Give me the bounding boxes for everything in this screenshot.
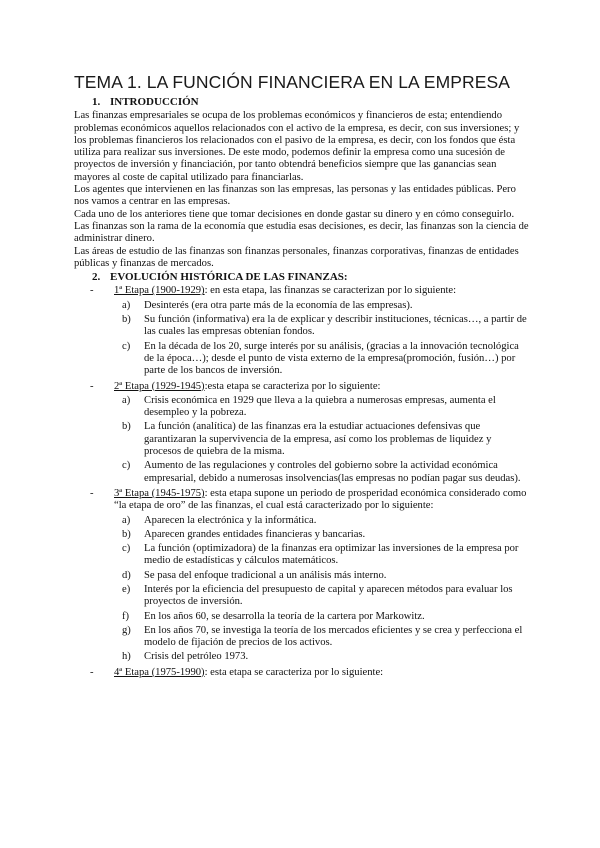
intro-paragraph-1: Las finanzas empresariales se ocupa de los problemas económicos y financieros de esta; entendiendo problemas económicos aquellos relacionados con el activo de la empresa, es decir, con sus inversiones; y los problemas financieros los relacionados con el pasivo de la empresa, es decir, con los fondos que ésta utiliza para realizar sus inversiones. De este modo, podemos definir la empresa como una sucesión de proyectos de inversión y financiación, por tanto obtendrá beneficios siempre que las ganancias sean mayores al coste de capital utilizado para financiarlas. [74,110,520,183]
intro-paragraph-3: Cada uno de los anteriores tiene que tomar decisiones en donde gastar su dinero y en cómo conseguirlo. Las finanzas son la rama de la economía que estudia esas decisiones, es decir, las finanzas son la ciencia de administrar dinero. [74,208,529,245]
list-item-text: Aparecen la electrónica y la informática. [144,514,317,526]
list-item-text: La función (optimizadora) de la finanzas era optimizar las inversiones de la empresa por medio de estadísticas y cálculos matemáticos. [144,543,519,567]
list-item-text: La función (analítica) de las finanzas era la estudiar actuaciones defensivas que garantizaran la supervivencia de la empresa, así como los problemas de liquidez y procesos de quiebra de la misma. [144,421,492,458]
list-item-text: Crisis económica en 1929 que lleva a la quiebra a numerosas empresas, aumenta el desempleo y la pobreza. [144,394,496,419]
stage-intro: : esta etapa se caracteriza por lo siguiente: [204,666,384,678]
list-item [74,543,530,568]
list-item [74,314,530,339]
list-item-letter: d) [122,569,131,581]
list-item-letter: b) [122,528,131,540]
list-item-text: Desinterés (era otra parte más de la economía de las empresas). [144,299,413,311]
list-item-letter: b) [122,314,131,326]
list-item-letter: c) [122,460,131,472]
list-item-letter: g) [122,624,131,636]
stage-bullet: - [90,380,94,392]
stage-bullet: - [90,666,94,678]
document-title: TEMA 1. LA FUNCIÓN FINANCIERA EN LA EMPRESA [74,72,511,92]
list-item-letter: a) [122,299,131,311]
stage-block [74,667,530,679]
stage-title: 1ª Etapa (1900-1929) [114,285,205,297]
list-item-text: Su función (informativa) era la de explicar y describir instituciones, técnicas…, a partir de las cuales las empresas obtenían fondos. [144,314,527,338]
list-item [74,625,530,650]
stage-intro: : esta etapa supone un periodo de prosperidad económica considerado como “la etapa de oro” de las finanzas, el cual está caracterizado por lo siguiente: [114,487,527,512]
stage-title: 4ª Etapa (1975-1990) [114,666,205,678]
list-item-text: Interés por la eficiencia del presupuesto de capital y aparecen métodos para evaluar los proyectos de inversión. [144,583,513,608]
list-item [74,300,530,312]
list-item [74,570,530,582]
list-item [74,651,530,663]
list-item [74,395,530,420]
list-item [74,515,530,527]
stage-block [74,488,530,513]
intro-paragraph-2: Los agentes que intervienen en las finanzas son las empresas, las personas y las entidades públicas. Pero nos vamos a centrar en las empresas. [74,184,516,208]
list-item-letter: a) [122,394,131,406]
stage-items [74,300,530,378]
stage-bullet: - [90,487,94,499]
stage-title: 2ª Etapa (1929-1945) [114,380,205,392]
section-2-number: 2. [92,271,101,284]
list-item [74,460,530,485]
list-item [74,611,530,623]
list-item-letter: c) [122,340,131,352]
intro-paragraph-4: Las áreas de estudio de las finanzas son finanzas personales, finanzas corporativas, finanzas de entidades públicas y finanzas de mercados. [74,245,519,269]
stages-list [74,285,530,679]
list-item-letter: e) [122,583,131,595]
list-item [74,341,530,378]
list-item-text: Se pasa del enfoque tradicional a un análisis más interno. [144,569,387,581]
list-item [74,529,530,541]
stage-title: 3ª Etapa (1945-1975) [114,487,205,499]
list-item-letter: b) [122,421,131,433]
document-body [74,96,530,679]
section-2-heading [74,271,530,283]
list-item [74,421,530,458]
stage-bullet: - [90,285,94,297]
list-item-letter: f) [122,610,130,622]
section-2-title: EVOLUCIÓN HISTÓRICA DE LAS FINANZAS: [110,271,348,284]
list-item-text: Crisis del petróleo 1973. [144,651,249,663]
stage-block [74,381,530,393]
list-item-text: En la década de los 20, surge interés por su análisis, (gracias a la innovación tecnológica de la época…); desde el punto de vista externo de la empresa(promoción, fusión…) por parte de los bancos de inversión. [144,340,519,377]
section-1-heading [74,96,530,108]
list-item-letter: h) [122,651,131,663]
list-item-text: En los años 60, se desarrolla la teoría de la cartera por Markowitz. [144,610,425,622]
stage-items [74,395,530,485]
stage-block [74,285,530,297]
list-item [74,584,530,609]
list-item-letter: c) [122,543,131,555]
list-item-text: Aparecen grandes entidades financieras y bancarias. [144,528,366,540]
stage-items [74,515,530,664]
section-1-number: 1. [92,96,101,108]
section-1-title: INTRODUCCIÓN [110,96,199,108]
stage-intro: : en esta etapa, las finanzas se caracterizan por lo siguiente: [204,285,457,297]
stage-intro: :esta etapa se caracteriza por lo siguiente: [204,380,381,392]
list-item-text: En los años 70, se investiga la teoría de los mercados eficientes y se crea y perfecciona el modelo de fijación de precios de los activos. [144,624,523,649]
list-item-text: Aumento de las regulaciones y controles del gobierno sobre la actividad económica empresarial, debido a numerosas insolvencias(las empresas no podían pagar sus deudas). [144,460,521,484]
list-item-letter: a) [122,514,131,526]
